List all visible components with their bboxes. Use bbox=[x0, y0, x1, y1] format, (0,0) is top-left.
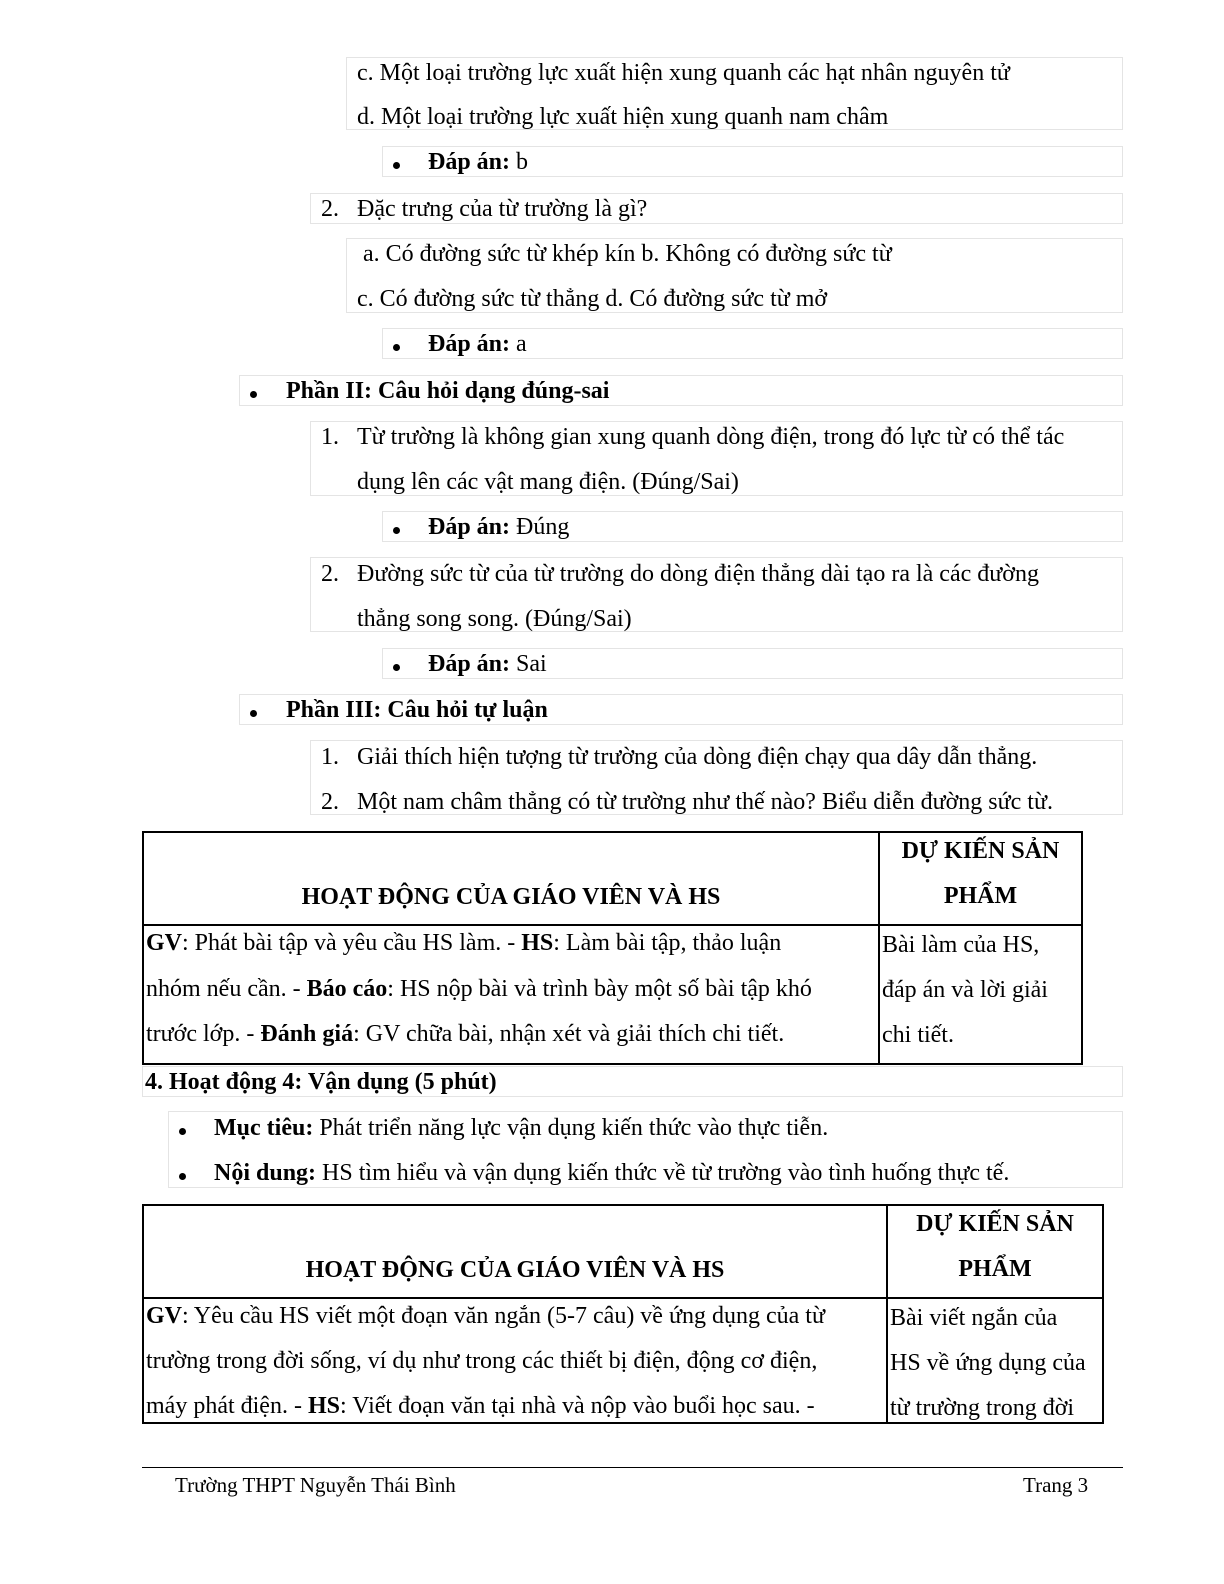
q1-answer-value: b bbox=[510, 149, 529, 175]
part2-q2-line1: Đường sức từ của từ trường do dòng điện thẳng dài tạo ra là các đường bbox=[357, 561, 1039, 587]
part3-q1-number: 1. bbox=[321, 744, 339, 770]
q1-answer-bullet bbox=[393, 162, 400, 169]
part2-q1-answer-bullet bbox=[393, 527, 400, 534]
noidung-bullet bbox=[179, 1173, 186, 1180]
q2-question: Đặc trưng của từ trường là gì? bbox=[357, 196, 648, 222]
q1-answer-label: Đáp án: bbox=[428, 149, 511, 175]
activity-table-2 bbox=[142, 1204, 1104, 1424]
part2-q1-answer bbox=[428, 513, 569, 541]
footer-rule bbox=[142, 1467, 1123, 1468]
part2-bullet bbox=[250, 391, 257, 398]
table1-body-right: Bài làm của HS, đáp án và lời giải chi tiết. bbox=[879, 925, 1082, 1064]
table2-body-right: Bài viết ngắn của HS về ứng dụng của từ trường trong đời bbox=[887, 1298, 1103, 1423]
table1-line2: nhóm nếu cần. - Báo cáo: HS nộp bài và trình bày một số bài tập khó bbox=[146, 976, 812, 1002]
table2-line2: trường trong đời sống, ví dụ như trong các thiết bị điện, động cơ điện, bbox=[146, 1348, 818, 1374]
part2-q2-answer-bullet bbox=[393, 664, 400, 671]
q2-options-line2: c. Có đường sức từ thẳng d. Có đường sức từ mở bbox=[357, 286, 828, 312]
table1-header-left: HOẠT ĐỘNG CỦA GIÁO VIÊN VÀ HS bbox=[143, 832, 879, 925]
activity-table-1 bbox=[142, 831, 1083, 1065]
part2-q2-number: 2. bbox=[321, 561, 339, 587]
part2-q2-answer-value: Sai bbox=[510, 651, 547, 677]
part3-q2-number: 2. bbox=[321, 789, 339, 815]
q2-answer-label: Đáp án: bbox=[428, 331, 511, 357]
part3-heading: Phần III: Câu hỏi tự luận bbox=[286, 697, 548, 723]
part2-q2-answer-label: Đáp án: bbox=[428, 651, 511, 677]
part2-q1-line2: dụng lên các vật mang điện. (Đúng/Sai) bbox=[357, 469, 739, 495]
activity4-noidung: Nội dung: HS tìm hiểu và vận dụng kiến thức về từ trường vào tình huống thực tế. bbox=[214, 1160, 1010, 1186]
table2-header-left: HOẠT ĐỘNG CỦA GIÁO VIÊN VÀ HS bbox=[143, 1205, 887, 1298]
muctieu-bullet bbox=[179, 1128, 186, 1135]
table2-line1: GV: Yêu cầu HS viết một đoạn văn ngắn (5-7 câu) về ứng dụng của từ bbox=[146, 1303, 825, 1329]
table2-line3: máy phát điện. - HS: Viết đoạn văn tại nhà và nộp vào buổi học sau. - bbox=[146, 1393, 815, 1419]
q2-number: 2. bbox=[321, 196, 339, 222]
table2-header-right: DỰ KIẾN SẢN PHẨM bbox=[887, 1205, 1103, 1298]
table2-body-left bbox=[143, 1298, 887, 1423]
q1-option-c: c. Một loại trường lực xuất hiện xung quanh các hạt nhân nguyên tử bbox=[357, 60, 1010, 86]
table1-line3: trước lớp. - Đánh giá: GV chữa bài, nhận xét và giải thích chi tiết. bbox=[146, 1021, 785, 1047]
part2-q2-answer bbox=[428, 650, 547, 678]
q2-answer-bullet bbox=[393, 344, 400, 351]
q1-answer bbox=[428, 148, 528, 176]
part2-heading: Phần II: Câu hỏi dạng đúng-sai bbox=[286, 378, 610, 404]
part2-q2-line2: thẳng song song. (Đúng/Sai) bbox=[357, 606, 632, 632]
table1-body-left bbox=[143, 925, 879, 1064]
q2-answer bbox=[428, 330, 527, 358]
footer-school: Trường THPT Nguyễn Thái Bình bbox=[175, 1473, 456, 1497]
q1-option-d: d. Một loại trường lực xuất hiện xung quanh nam châm bbox=[357, 104, 889, 130]
activity4-muctieu: Mục tiêu: Phát triển năng lực vận dụng kiến thức vào thực tiễn. bbox=[214, 1115, 829, 1141]
part3-q2: Một nam châm thẳng có từ trường như thế nào? Biểu diễn đường sức từ. bbox=[357, 789, 1053, 815]
activity4-heading: 4. Hoạt động 4: Vận dụng (5 phút) bbox=[145, 1069, 497, 1095]
footer-page-number: Trang 3 bbox=[1023, 1473, 1089, 1497]
table1-header-right: DỰ KIẾN SẢN PHẨM bbox=[879, 832, 1082, 925]
part2-q1-answer-label: Đáp án: bbox=[428, 514, 511, 540]
part2-q1-number: 1. bbox=[321, 424, 339, 450]
part2-q1-line1: Từ trường là không gian xung quanh dòng điện, trong đó lực từ có thể tác bbox=[357, 424, 1065, 450]
part2-q1-answer-value: Đúng bbox=[510, 514, 570, 540]
part3-bullet bbox=[250, 710, 257, 717]
q2-options-line1: a. Có đường sức từ khép kín b. Không có đường sức từ bbox=[363, 241, 892, 267]
table1-line1: GV: Phát bài tập và yêu cầu HS làm. - HS: Làm bài tập, thảo luận bbox=[146, 930, 782, 956]
part3-q1: Giải thích hiện tượng từ trường của dòng điện chạy qua dây dẫn thẳng. bbox=[357, 744, 1038, 770]
q2-answer-value: a bbox=[510, 331, 527, 357]
